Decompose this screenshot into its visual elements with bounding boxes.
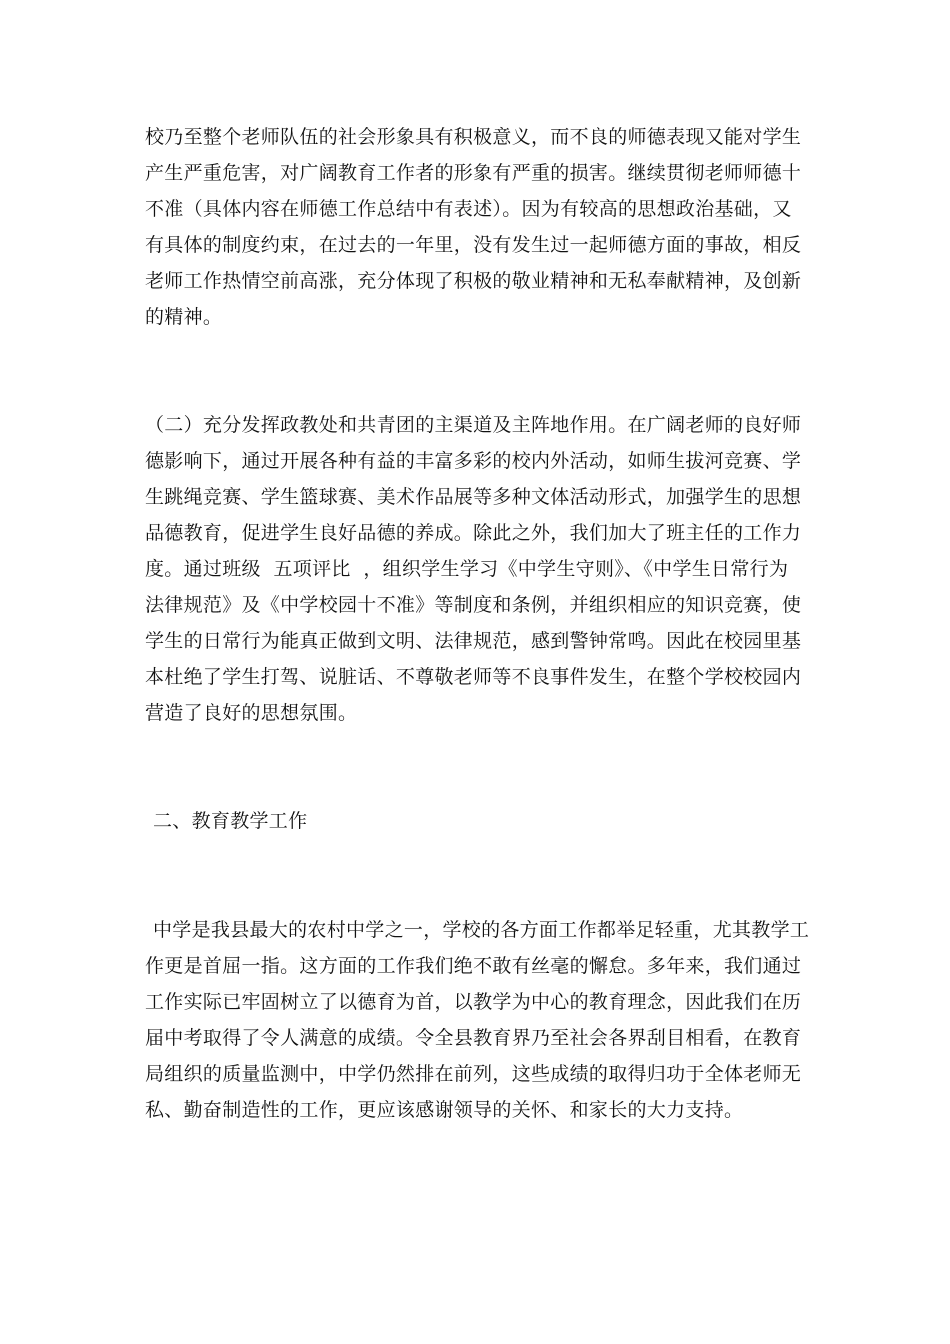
paragraph-1-line: 不准（具体内容在师德工作总结中有表述）。因为有较高的思想政治基础，又 xyxy=(145,198,792,220)
paragraph-2-line: 本杜绝了学生打驾、说脏话、不尊敬老师等不良事件发生，在整个学校校园内 xyxy=(145,666,802,688)
paragraph-3-line: 私、勤奋制造性的工作，更应该感谢领导的关怀、和家长的大力支持。 xyxy=(145,1099,744,1121)
paragraph-3-line: 届中考取得了令人满意的成绩。令全县教育界乃至社会各界刮目相看，在教育 xyxy=(145,1027,802,1049)
paragraph-1-line: 校乃至整个老师队伍的社会形象具有积极意义，而不良的师德表现又能对学生 xyxy=(145,126,802,148)
paragraph-2-line: 生跳绳竞赛、学生篮球赛、美术作品展等多种文体活动形式，加强学生的思想 xyxy=(145,486,802,508)
paragraph-1-line: 有具体的制度约束，在过去的一年里，没有发生过一起师德方面的事故，相反 xyxy=(145,234,802,256)
paragraph-2-line: 品德教育，促进学生良好品德的养成。除此之外，我们加大了班主任的工作力 xyxy=(145,522,802,544)
paragraph-2-line: （二）充分发挥政教处和共青团的主渠道及主阵地作用。在广阔老师的良好师 xyxy=(145,414,802,436)
paragraph-3-line: 工作实际已牢固树立了以德育为首，以教学为中心的教育理念，因此我们在历 xyxy=(145,991,802,1013)
paragraph-3-line: 作更是首屈一指。这方面的工作我们绝不敢有丝毫的懈怠。多年来，我们通过 xyxy=(145,955,802,977)
paragraph-2-line: 度。通过班级 五项评比 ，组织学生学习《中学生守则》、《中学生日常行为 xyxy=(145,558,789,580)
paragraph-2-line: 学生的日常行为能真正做到文明、法律规范，感到警钟常鸣。因此在校园里基 xyxy=(145,630,802,652)
paragraph-1-line: 老师工作热情空前高涨，充分体现了积极的敬业精神和无私奉献精神，及创新 xyxy=(145,270,802,292)
paragraph-2-line: 法律规范》及《中学校园十不准》等制度和条例，并组织相应的知识竞赛，使 xyxy=(145,594,802,616)
paragraph-1-line: 产生严重危害，对广阔教育工作者的形象有严重的损害。继续贯彻老师师德十 xyxy=(145,162,802,184)
paragraph-3-line: 局组织的质量监测中，中学仍然排在前列，这些成绩的取得归功于全体老师无 xyxy=(145,1063,802,1085)
paragraph-1-line: 的精神。 xyxy=(145,306,223,328)
section-heading: 二、教育教学工作 xyxy=(153,810,308,832)
paragraph-2-line: 德影响下，通过开展各种有益的丰富多彩的校内外活动，如师生拔河竞赛、学 xyxy=(145,450,802,472)
paragraph-2-line: 营造了良好的思想氛围。 xyxy=(145,702,358,724)
paragraph-3-line: 中学是我县最大的农村中学之一，学校的各方面工作都举足轻重，尤其教学工 xyxy=(153,919,810,941)
